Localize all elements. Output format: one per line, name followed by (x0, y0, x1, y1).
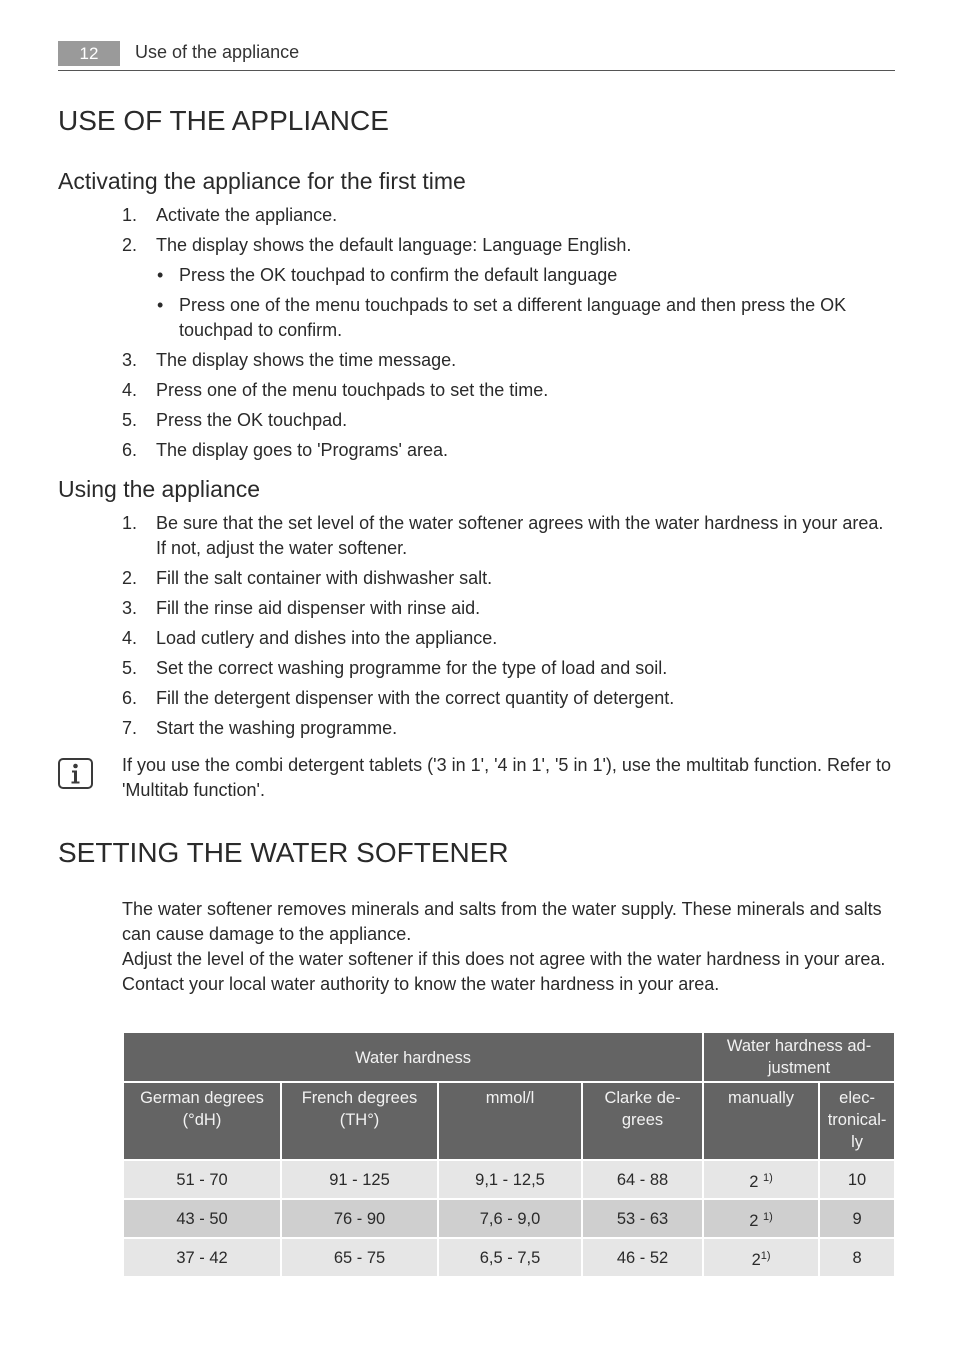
step-text: Fill the salt container with dishwasher salt. (156, 568, 493, 588)
step-text: Fill the detergent dispenser with the correct quantity of detergent. (156, 688, 675, 708)
header-label: tronical- (827, 1111, 887, 1129)
table-row (123, 1199, 895, 1238)
footnote-ref: 1) (760, 1249, 771, 1262)
header-label: ly (851, 1133, 864, 1151)
step-text: Set the correct washing programme for the type of load and soil. (156, 658, 668, 678)
list-item (122, 686, 894, 711)
cell-mmol: 6,5 - 7,5 (438, 1238, 582, 1277)
cell-manually (703, 1199, 819, 1238)
header-hardness-adjustment (703, 1032, 895, 1082)
subheading-activating: Activating the appliance for the first time (58, 168, 466, 194)
step-number: 5. (122, 658, 138, 678)
footnote-ref: 1) (763, 1210, 773, 1223)
paragraph: Adjust the level of the water softener if this does not agree with the water hardness in your area. (122, 949, 886, 969)
table-column-header-row (123, 1082, 895, 1160)
manual-level: 2 (749, 1211, 759, 1230)
table-row (123, 1160, 895, 1199)
cell-french: 76 - 90 (281, 1199, 438, 1238)
step-text: Press one of the menu touchpads to set the time. (156, 380, 549, 400)
step-number: 1. (122, 205, 138, 225)
list-item (122, 438, 894, 463)
step-text: Press the OK touchpad to confirm the default language (179, 265, 618, 285)
header-label: elec- (839, 1089, 875, 1107)
header-mmol (438, 1082, 582, 1160)
list-item (122, 378, 894, 403)
header-label: Clarke de- (604, 1089, 681, 1107)
cell-clarke: 64 - 88 (582, 1160, 703, 1199)
list-item (122, 203, 894, 228)
cell-german: 37 - 42 (123, 1238, 281, 1277)
cell-mmol: 9,1 - 12,5 (438, 1160, 582, 1199)
page-number: 12 (58, 41, 120, 66)
info-note: If you use the combi detergent tablets ('3 in 1', '4 in 1', '5 in 1'), use the multitab function. Refer to 'Multitab function'. (122, 755, 892, 800)
list-item (122, 348, 894, 373)
header-electronically (819, 1082, 895, 1160)
cell-german: 43 - 50 (123, 1199, 281, 1238)
step-number: 6. (122, 440, 138, 460)
activating-steps (122, 203, 894, 463)
list-item (122, 656, 894, 681)
step-number: 3. (122, 598, 138, 618)
header-water-hardness (123, 1032, 703, 1082)
list-item (122, 263, 894, 288)
cell-french: 65 - 75 (281, 1238, 438, 1277)
step-number: 1. (122, 513, 138, 533)
header-manually (703, 1082, 819, 1160)
section-title-use: USE OF THE APPLIANCE (58, 105, 389, 136)
step-text: The display shows the time message. (156, 350, 457, 370)
step-text: Load cutlery and dishes into the appliance. (156, 628, 498, 648)
manual-level: 2 (749, 1172, 759, 1191)
info-icon (58, 758, 93, 789)
bullet: • (157, 265, 164, 285)
step-text: The display goes to 'Programs' area. (156, 440, 449, 460)
subheading-using: Using the appliance (58, 476, 261, 502)
cell-manually (703, 1238, 819, 1277)
paragraph: The water softener removes minerals and salts from the water supply. These minerals and salts can cause damage to the appliance. (122, 899, 882, 944)
step-text: Be sure that the set level of the water softener agrees with the water hardness in your area. If not, adjust the water softener. (156, 513, 884, 558)
list-item (122, 566, 894, 591)
header-german-degrees (123, 1082, 281, 1160)
water-hardness-table (122, 1031, 896, 1278)
paragraph: Contact your local water authority to know the water hardness in your area. (122, 974, 720, 994)
header-label: justment (767, 1059, 831, 1077)
list-item (122, 626, 894, 651)
header-divider (58, 70, 895, 71)
list-item (122, 408, 894, 433)
step-text: Activate the appliance. (156, 205, 338, 225)
header-label: Water hardness (355, 1049, 471, 1067)
table-row (123, 1238, 895, 1277)
step-text: Press one of the menu touchpads to set a different language and then press the OK touchpad to confirm. (179, 295, 847, 340)
header-label: mmol/l (485, 1089, 535, 1107)
cell-german: 51 - 70 (123, 1160, 281, 1199)
step-text: Start the washing programme. (156, 718, 398, 738)
section-title-softener: SETTING THE WATER SOFTENER (58, 837, 509, 868)
header-label: Water hardness ad- (726, 1037, 872, 1055)
header-label: German degrees (140, 1089, 264, 1107)
table-group-header-row (123, 1032, 895, 1082)
cell-clarke: 46 - 52 (582, 1238, 703, 1277)
header-label: (TH°) (339, 1111, 380, 1129)
step-number: 2. (122, 568, 138, 588)
step-text: Press the OK touchpad. (156, 410, 348, 430)
header-clarke-degrees (582, 1082, 703, 1160)
step-text: The display shows the default language: Language English. (156, 235, 632, 255)
header-label: French degrees (301, 1089, 418, 1107)
list-item (122, 716, 894, 741)
header-label: (°dH) (182, 1111, 222, 1129)
using-steps (122, 511, 894, 741)
bullet: • (157, 295, 164, 315)
step-number: 2. (122, 235, 138, 255)
list-item (122, 596, 894, 621)
softener-intro (122, 897, 894, 997)
list-item (122, 293, 894, 343)
cell-electronically: 8 (819, 1238, 895, 1277)
step-text: Fill the rinse aid dispenser with rinse aid. (156, 598, 481, 618)
cell-clarke: 53 - 63 (582, 1199, 703, 1238)
footnote-ref: 1) (763, 1171, 773, 1184)
step-number: 5. (122, 410, 138, 430)
step-number: 6. (122, 688, 138, 708)
cell-french: 91 - 125 (281, 1160, 438, 1199)
info-icon-glyph (60, 760, 91, 787)
list-item (122, 233, 894, 258)
cell-manually (703, 1160, 819, 1199)
cell-mmol: 7,6 - 9,0 (438, 1199, 582, 1238)
step-number: 4. (122, 380, 138, 400)
manual-level: 2 (751, 1250, 761, 1269)
header-label: manually (728, 1089, 795, 1107)
list-item (122, 511, 894, 561)
cell-electronically: 9 (819, 1199, 895, 1238)
header-label: grees (621, 1111, 664, 1129)
step-number: 4. (122, 628, 138, 648)
running-header: Use of the appliance (135, 42, 300, 62)
header-french-degrees (281, 1082, 438, 1160)
step-number: 3. (122, 350, 138, 370)
step-number: 7. (122, 718, 138, 738)
cell-electronically: 10 (819, 1160, 895, 1199)
